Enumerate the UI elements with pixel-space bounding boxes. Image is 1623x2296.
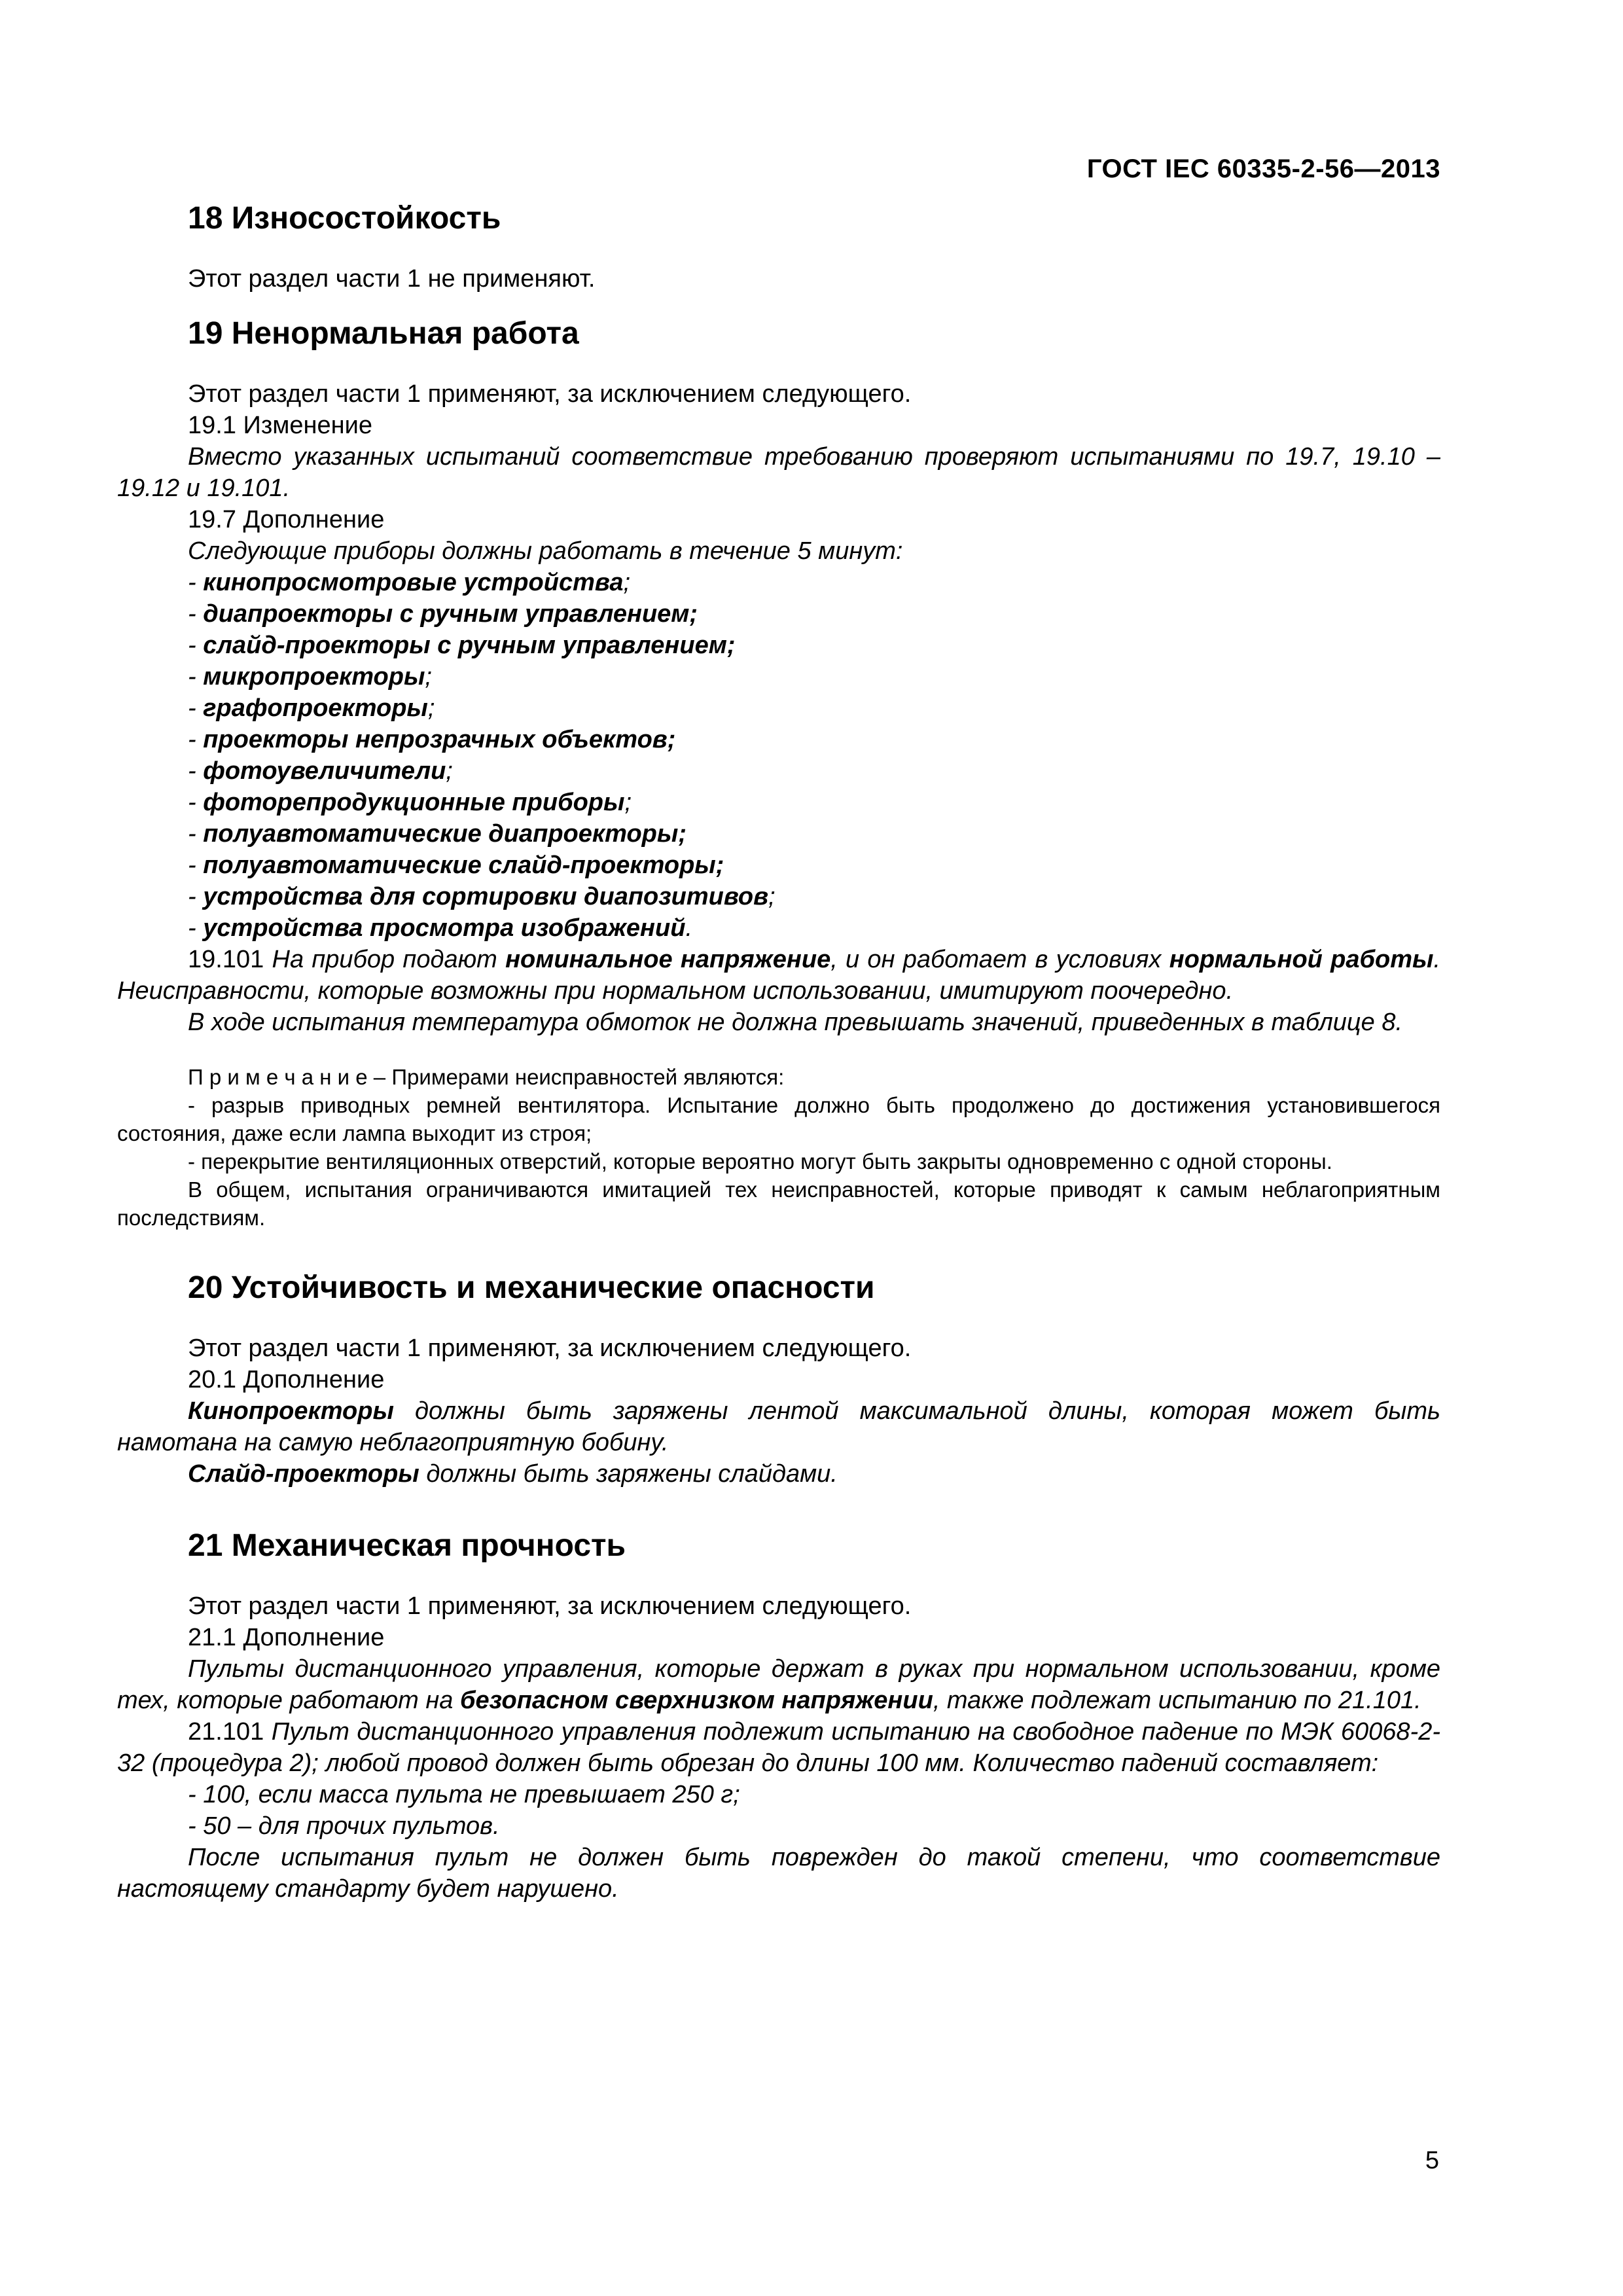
post-test-requirement: После испытания пульт не должен быть поврежден до такой степени, что соответствие настоящему стандарту будет нарушено. bbox=[117, 1844, 1440, 1903]
clause-21-1-label: 21.1 Дополнение bbox=[188, 1624, 385, 1651]
section-20-title: 20 Устойчивость и механические опасности bbox=[188, 1270, 875, 1305]
note-label: П р и м е ч а н и е bbox=[188, 1065, 368, 1089]
list-item: - слайд-проекторы с ручным управлением; bbox=[188, 632, 736, 659]
list-item: - устройства просмотра изображений. bbox=[188, 914, 692, 942]
list-item: - полуавтоматические слайд-проекторы; bbox=[188, 852, 724, 879]
section-19-intro: Этот раздел части 1 применяют, за исключением следующего. bbox=[188, 380, 912, 408]
list-item: - микропроекторы; bbox=[188, 663, 432, 691]
section-18-text: Этот раздел части 1 не применяют. bbox=[188, 265, 596, 293]
list-item: - фоторепродукционные приборы; bbox=[188, 789, 632, 816]
clause-19-7-intro: Следующие приборы должны работать в течение 5 минут: bbox=[188, 537, 903, 565]
standard-designation: ГОСТ IEC 60335-2-56—2013 bbox=[1086, 154, 1440, 183]
list-item: - проекторы непрозрачных объектов; bbox=[188, 726, 676, 753]
section-18-title: 18 Износостойкость bbox=[188, 201, 501, 236]
section-21-title: 21 Механическая прочность bbox=[188, 1528, 626, 1563]
page-number: 5 bbox=[1425, 2147, 1439, 2174]
clause-19-7-label: 19.7 Дополнение bbox=[188, 506, 385, 533]
note-intro: П р и м е ч а н и е – Примерами неисправностей являются: bbox=[188, 1065, 785, 1089]
appliance-list bbox=[117, 567, 1440, 944]
note-conclusion: В общем, испытания ограничиваются имитацией тех неисправностей, которые приводят к самым неблагоприятным последствиям. bbox=[117, 1177, 1440, 1230]
note-item-1: - разрыв приводных ремней вентилятора. Испытание должно быть продолжено до достижения установившегося состояния, даже если лампа выходит из строя; bbox=[117, 1093, 1440, 1145]
clause-21-1-text: Пульты дистанционного управления, которые держат в руках при нормальном использовании, кроме тех, которые работают на безопасном сверхнизком напряжении, также подлежат испытанию по 21.101. bbox=[117, 1655, 1440, 1714]
note-block bbox=[117, 1063, 1440, 1232]
document-body bbox=[117, 199, 1440, 1905]
list-item: - устройства для сортировки диапозитивов; bbox=[188, 883, 776, 910]
list-item: - диапроекторы с ручным управлением; bbox=[188, 600, 698, 628]
temperature-requirement: В ходе испытания температура обмоток не должна превышать значений, приведенных в таблице 8. bbox=[188, 1009, 1403, 1036]
section-21-intro: Этот раздел части 1 применяют, за исключением следующего. bbox=[188, 1592, 912, 1620]
list-item: - графопроекторы; bbox=[188, 694, 435, 722]
note-item-2: - перекрытие вентиляционных отверстий, которые вероятно могут быть закрыты одновременно с одной стороны. bbox=[188, 1149, 1332, 1174]
drop-count-1: - 100, если масса пульта не превышает 250 г; bbox=[188, 1781, 740, 1808]
clause-20-1-kinoprojectors: Кинопроекторы должны быть заряжены лентой максимальной длины, которая может быть намотана на самую неблагоприятную бобину. bbox=[117, 1397, 1440, 1456]
section-20-intro: Этот раздел части 1 применяют, за исключением следующего. bbox=[188, 1335, 912, 1362]
clause-19-1-text: Вместо указанных испытаний соответствие требованию проверяют испытаниями по 19.7, 19.10 – 19.12 и 19.101. bbox=[117, 443, 1440, 502]
clause-19-101-text: 19.101 На прибор подают номинальное напряжение, и он работает в условиях нормальной работы. Неисправности, которые возможны при нормальном использовании, имитируют поочередно. bbox=[117, 946, 1441, 1005]
clause-21-101-text: 21.101 Пульт дистанционного управления подлежит испытанию на свободное падение по МЭК 60068-2-32 (процедура 2); любой провод должен быть обрезан до длины 100 мм. Количество падений составляет: bbox=[117, 1718, 1440, 1777]
clause-20-1-slide-projectors: Слайд-проекторы должны быть заряжены слайдами. bbox=[188, 1460, 838, 1488]
list-item: - кинопросмотровые устройства; bbox=[188, 569, 631, 596]
clause-19-1-label: 19.1 Изменение bbox=[188, 412, 372, 439]
clause-20-1-label: 20.1 Дополнение bbox=[188, 1366, 385, 1393]
section-19-title: 19 Ненормальная работа bbox=[188, 316, 579, 351]
list-item: - полуавтоматические диапроекторы; bbox=[188, 820, 687, 848]
drop-count-2: - 50 – для прочих пультов. bbox=[188, 1812, 500, 1840]
list-item: - фотоувеличители; bbox=[188, 757, 453, 785]
